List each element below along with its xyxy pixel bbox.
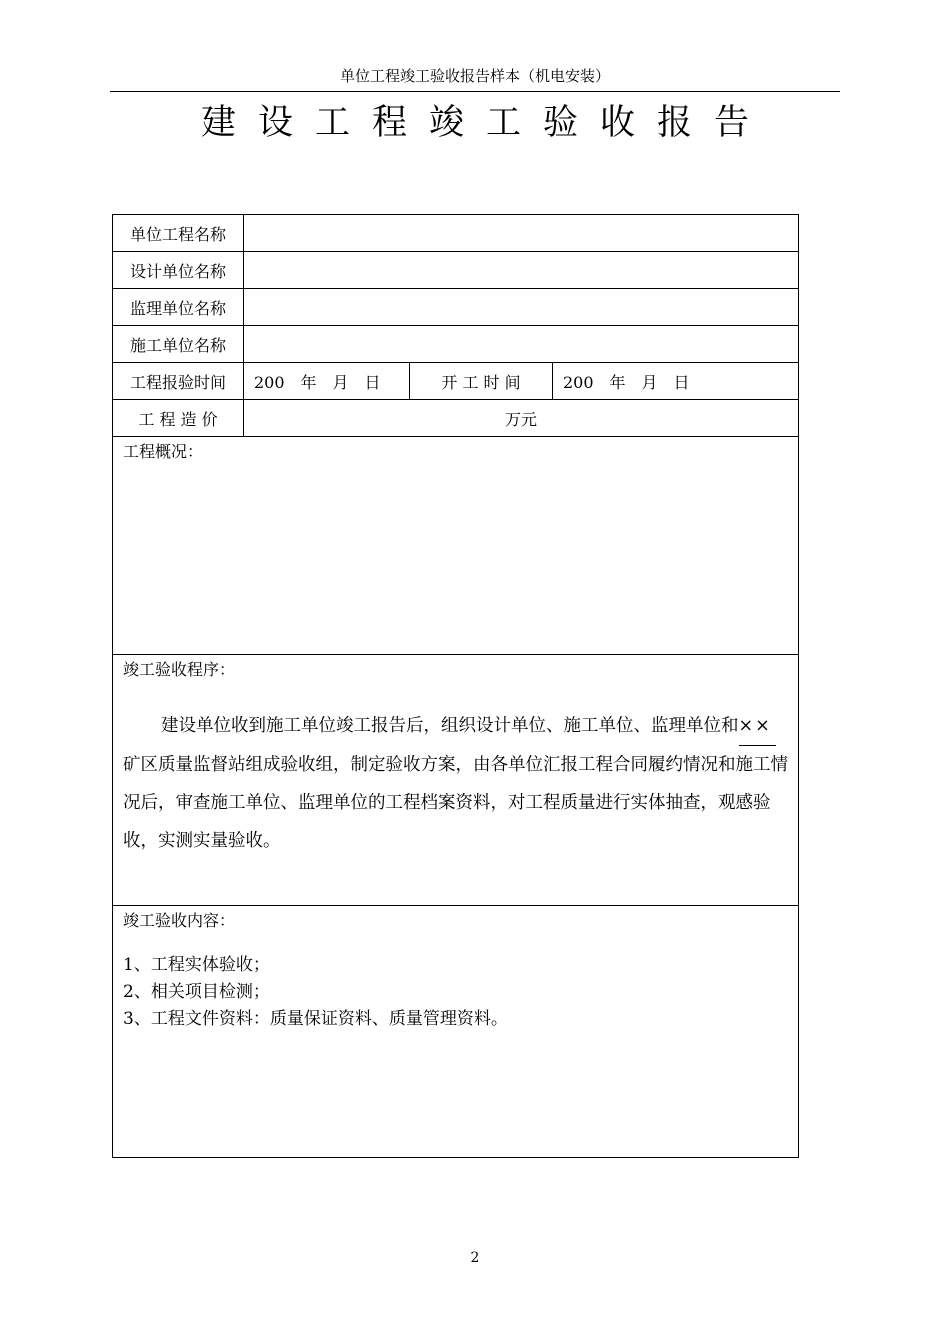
placeholder-mark: ×× [739,707,776,746]
overview-field[interactable] [113,437,799,655]
cost-label: 工 程 造 价 [113,400,244,437]
project-name-field[interactable] [244,215,799,252]
list-item: 1、工程实体验收； [123,955,270,975]
cost-field[interactable]: 万元 [244,400,799,437]
start-time-label: 开 工 时 间 [410,363,553,400]
overview-title: 工程概况： [123,442,204,461]
procedure-paragraph [123,707,788,860]
document-title: 建设工程竣工验收报告 [200,103,771,143]
running-header: 单位工程竣工验收报告样本（机电安装） [339,67,610,85]
form-row-supervision-unit [113,289,799,326]
project-name-label: 单位工程名称 [113,215,244,252]
design-unit-field[interactable] [244,252,799,289]
report-form-table [112,214,799,1158]
inspection-time-label: 工程报验时间 [113,363,244,400]
form-row-cost [113,400,799,437]
form-row-construction-unit [113,326,799,363]
supervision-unit-label: 监理单位名称 [113,289,244,326]
procedure-section [113,655,799,906]
list-item: 2、相关项目检测； [123,982,270,1002]
list-item: 3、工程文件资料：质量保证资料、质量管理资料。 [123,1009,508,1029]
form-row-project-name [113,215,799,252]
start-time-field[interactable]: 200 年 月 日 [553,363,799,400]
contents-list [123,952,788,1033]
construction-unit-field[interactable] [244,326,799,363]
header-rule [110,91,840,92]
procedure-text-after: 矿区质量监督站组成验收组，制定验收方案，由各单位汇报工程合同履约情况和施工情况后，审查施工单位、监理单位的工程档案资料，对工程质量进行实体抽查，观感验收，实测实量验收。 [123,755,788,851]
contents-field[interactable] [113,906,799,1158]
contents-section [113,906,799,1158]
supervision-unit-field[interactable] [244,289,799,326]
overview-section [113,437,799,655]
procedure-title: 竣工验收程序： [123,660,236,679]
page-number: 2 [470,1250,480,1266]
form-row-design-unit [113,252,799,289]
procedure-field[interactable] [113,655,799,906]
construction-unit-label: 施工单位名称 [113,326,244,363]
inspection-time-field[interactable]: 200 年 月 日 [244,363,410,400]
contents-title: 竣工验收内容： [123,911,236,930]
design-unit-label: 设计单位名称 [113,252,244,289]
procedure-text-before: 建设单位收到施工单位竣工报告后，组织设计单位、施工单位、监理单位和 [161,716,739,736]
form-row-dates [113,363,799,400]
